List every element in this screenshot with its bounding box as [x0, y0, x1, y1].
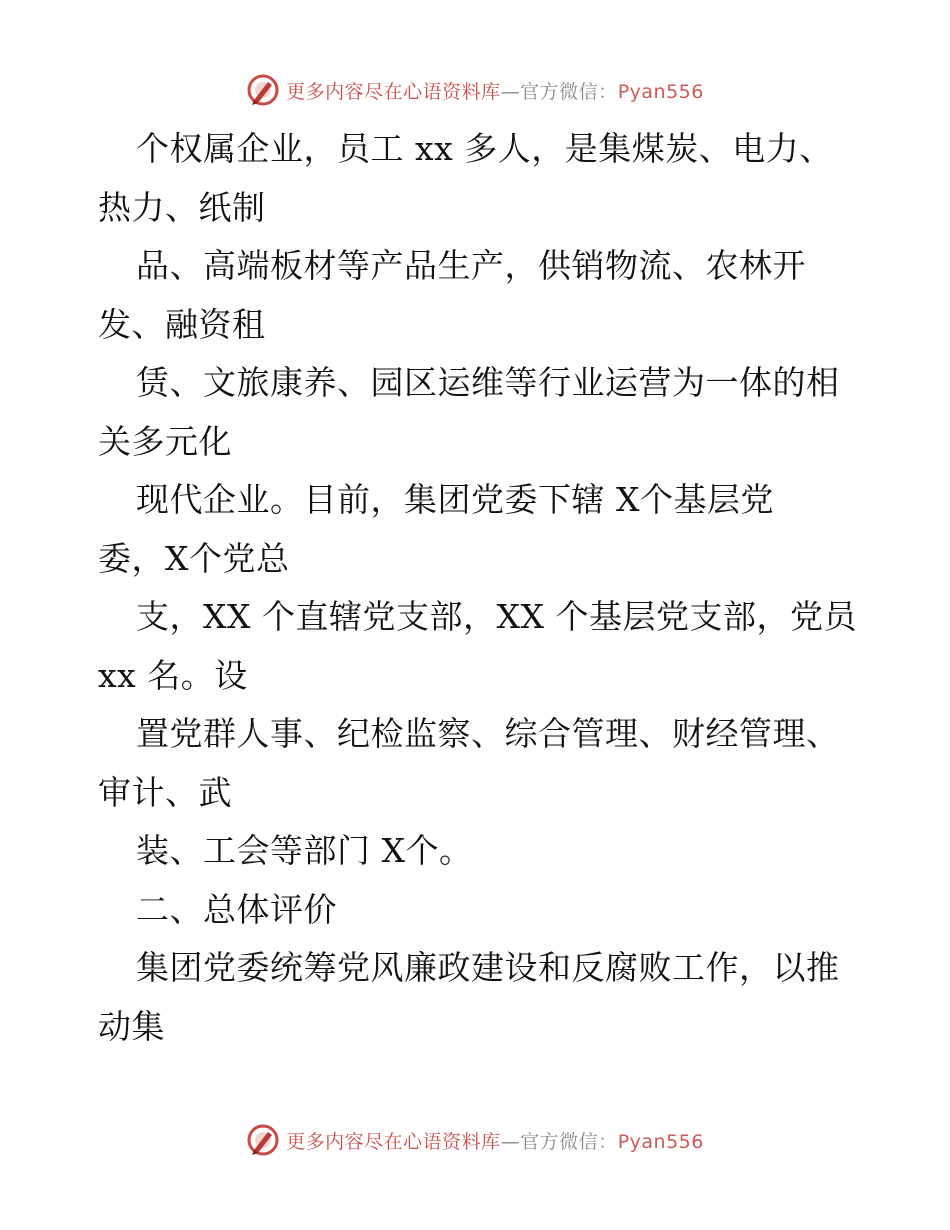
- footer-watermark: [0, 1120, 950, 1160]
- text-line: 发、融资租: [98, 304, 266, 344]
- watermark-wechat-id: Pyan556: [617, 80, 704, 103]
- text-line: 品、高端板材等产品生产，供销物流、农林开: [136, 246, 806, 285]
- text-line: 审计、武: [98, 772, 232, 812]
- text-line: 动集: [98, 1006, 165, 1046]
- watermark-wechat-id: Pyan556: [617, 1130, 704, 1153]
- text-line: 委，X个党总: [98, 538, 290, 578]
- section-heading: 二、总体评价: [136, 889, 337, 929]
- text-line: 现代企业。目前，集团党委下辖 X个基层党: [136, 480, 774, 519]
- text-line: 集团党委统筹党风廉政建设和反腐败工作，以推: [136, 948, 840, 987]
- text-line: 支，XX 个直辖党支部，XX 个基层党支部，党员: [136, 597, 857, 636]
- watermark-text: [286, 77, 704, 104]
- watermark-site-name: 更多内容尽在心语资料库: [286, 1130, 501, 1153]
- header-watermark: [0, 70, 950, 110]
- pen-logo-icon: [246, 1123, 280, 1157]
- text-line: 关多元化: [98, 421, 232, 461]
- watermark-wechat-label: —官方微信：: [500, 1130, 618, 1153]
- watermark-wechat-label: —官方微信：: [500, 80, 618, 103]
- text-line: 个权属企业，员工 xx 多人，是集煤炭、电力、: [136, 129, 833, 168]
- document-body: [98, 120, 868, 1056]
- text-line: 赁、文旅康养、园区运维等行业运营为一体的相: [136, 363, 840, 402]
- pen-logo-icon: [246, 73, 280, 107]
- text-line: 装、工会等部门 X个。: [136, 831, 473, 870]
- text-line: 置党群人事、纪检监察、综合管理、财经管理、: [136, 714, 840, 753]
- watermark-site-name: 更多内容尽在心语资料库: [286, 80, 501, 103]
- watermark-text: [286, 1127, 704, 1154]
- text-line: xx 名。设: [98, 655, 248, 695]
- text-line: 热力、纸制: [98, 187, 266, 227]
